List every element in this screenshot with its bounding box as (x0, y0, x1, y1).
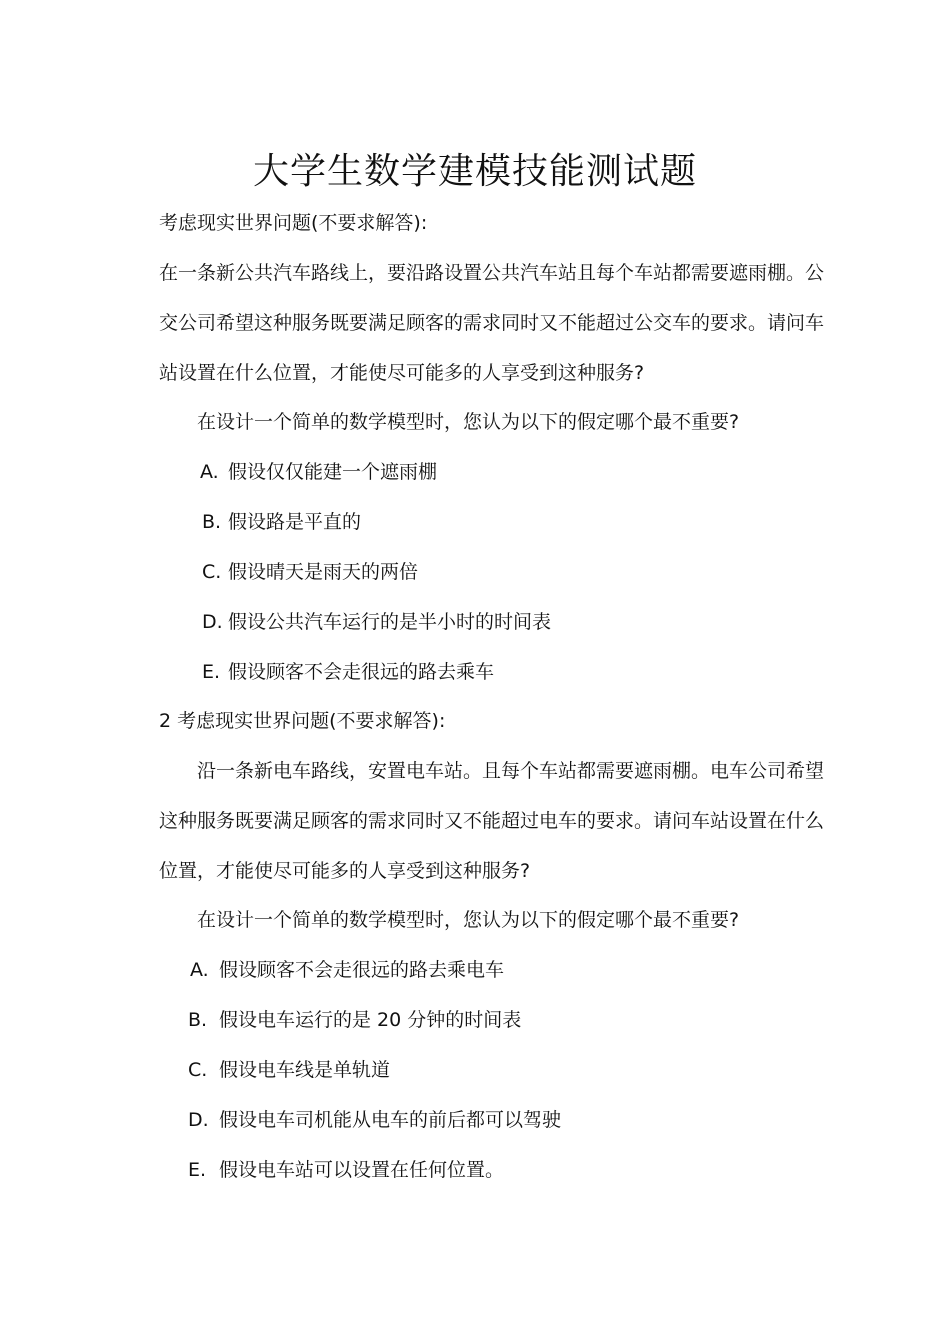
q2-option-a (190, 957, 505, 983)
q1-option-b (202, 509, 362, 535)
q2-option-e (188, 1157, 505, 1183)
option-letter: E. (202, 661, 221, 683)
option-text: 假设仅仅能建一个遮雨棚 (228, 461, 438, 483)
option-text: 假设顾客不会走很远的路去乘电车 (219, 959, 505, 981)
option-text: 假设电车线是单轨道 (219, 1059, 391, 1081)
q2-intro: 2 考虑现实世界问题(不要求解答): (159, 710, 446, 732)
option-letter: E. (188, 1159, 207, 1181)
option-text: 假设电车司机能从电车的前后都可以驾驶 (219, 1109, 562, 1131)
q1-body: 在一条新公共汽车路线上，要沿路设置公共汽车站且每个车站都需要遮雨棚。公交公司希望这种服务既要满足顾客的需求同时又不能超过公交车的要求。请问车站设置在什么位置，才能使尽可能多的人享受到这种服务? (159, 262, 825, 384)
option-text: 假设电车运行的是 20 分钟的时间表 (219, 1009, 522, 1031)
q1-option-c (202, 559, 419, 585)
option-letter: C. (202, 561, 222, 583)
option-text: 假设电车站可以设置在任何位置。 (219, 1159, 505, 1181)
option-letter: D. (202, 611, 223, 633)
option-letter: D. (188, 1109, 209, 1131)
q2-option-d (188, 1107, 562, 1133)
q1-option-a (200, 459, 438, 485)
option-text: 假设公共汽车运行的是半小时的时间表 (228, 611, 552, 633)
option-letter: B. (202, 511, 222, 533)
q2-option-c (188, 1057, 391, 1083)
q2-question: 在设计一个简单的数学模型时，您认为以下的假定哪个最不重要? (197, 909, 740, 931)
option-letter: A. (190, 959, 209, 981)
q1-question: 在设计一个简单的数学模型时，您认为以下的假定哪个最不重要? (197, 411, 740, 433)
q1-option-d (202, 609, 552, 635)
q1-intro: 考虑现实世界问题(不要求解答): (159, 212, 428, 234)
option-text: 假设顾客不会走很远的路去乘车 (228, 661, 495, 683)
option-text: 假设晴天是雨天的两倍 (228, 561, 419, 583)
option-letter: C. (188, 1059, 208, 1081)
q2-option-b (188, 1007, 522, 1033)
q1-option-e (202, 659, 495, 685)
q2-body: 沿一条新电车路线，安置电车站。且每个车站都需要遮雨棚。电车公司希望这种服务既要满足顾客的需求同时又不能超过电车的要求。请问车站设置在什么位置，才能使尽可能多的人享受到这种服务? (159, 760, 825, 882)
option-text: 假设路是平直的 (228, 511, 362, 533)
option-letter: A. (200, 461, 219, 483)
page-title: 大学生数学建模技能测试题 (252, 151, 697, 192)
option-letter: B. (188, 1009, 208, 1031)
